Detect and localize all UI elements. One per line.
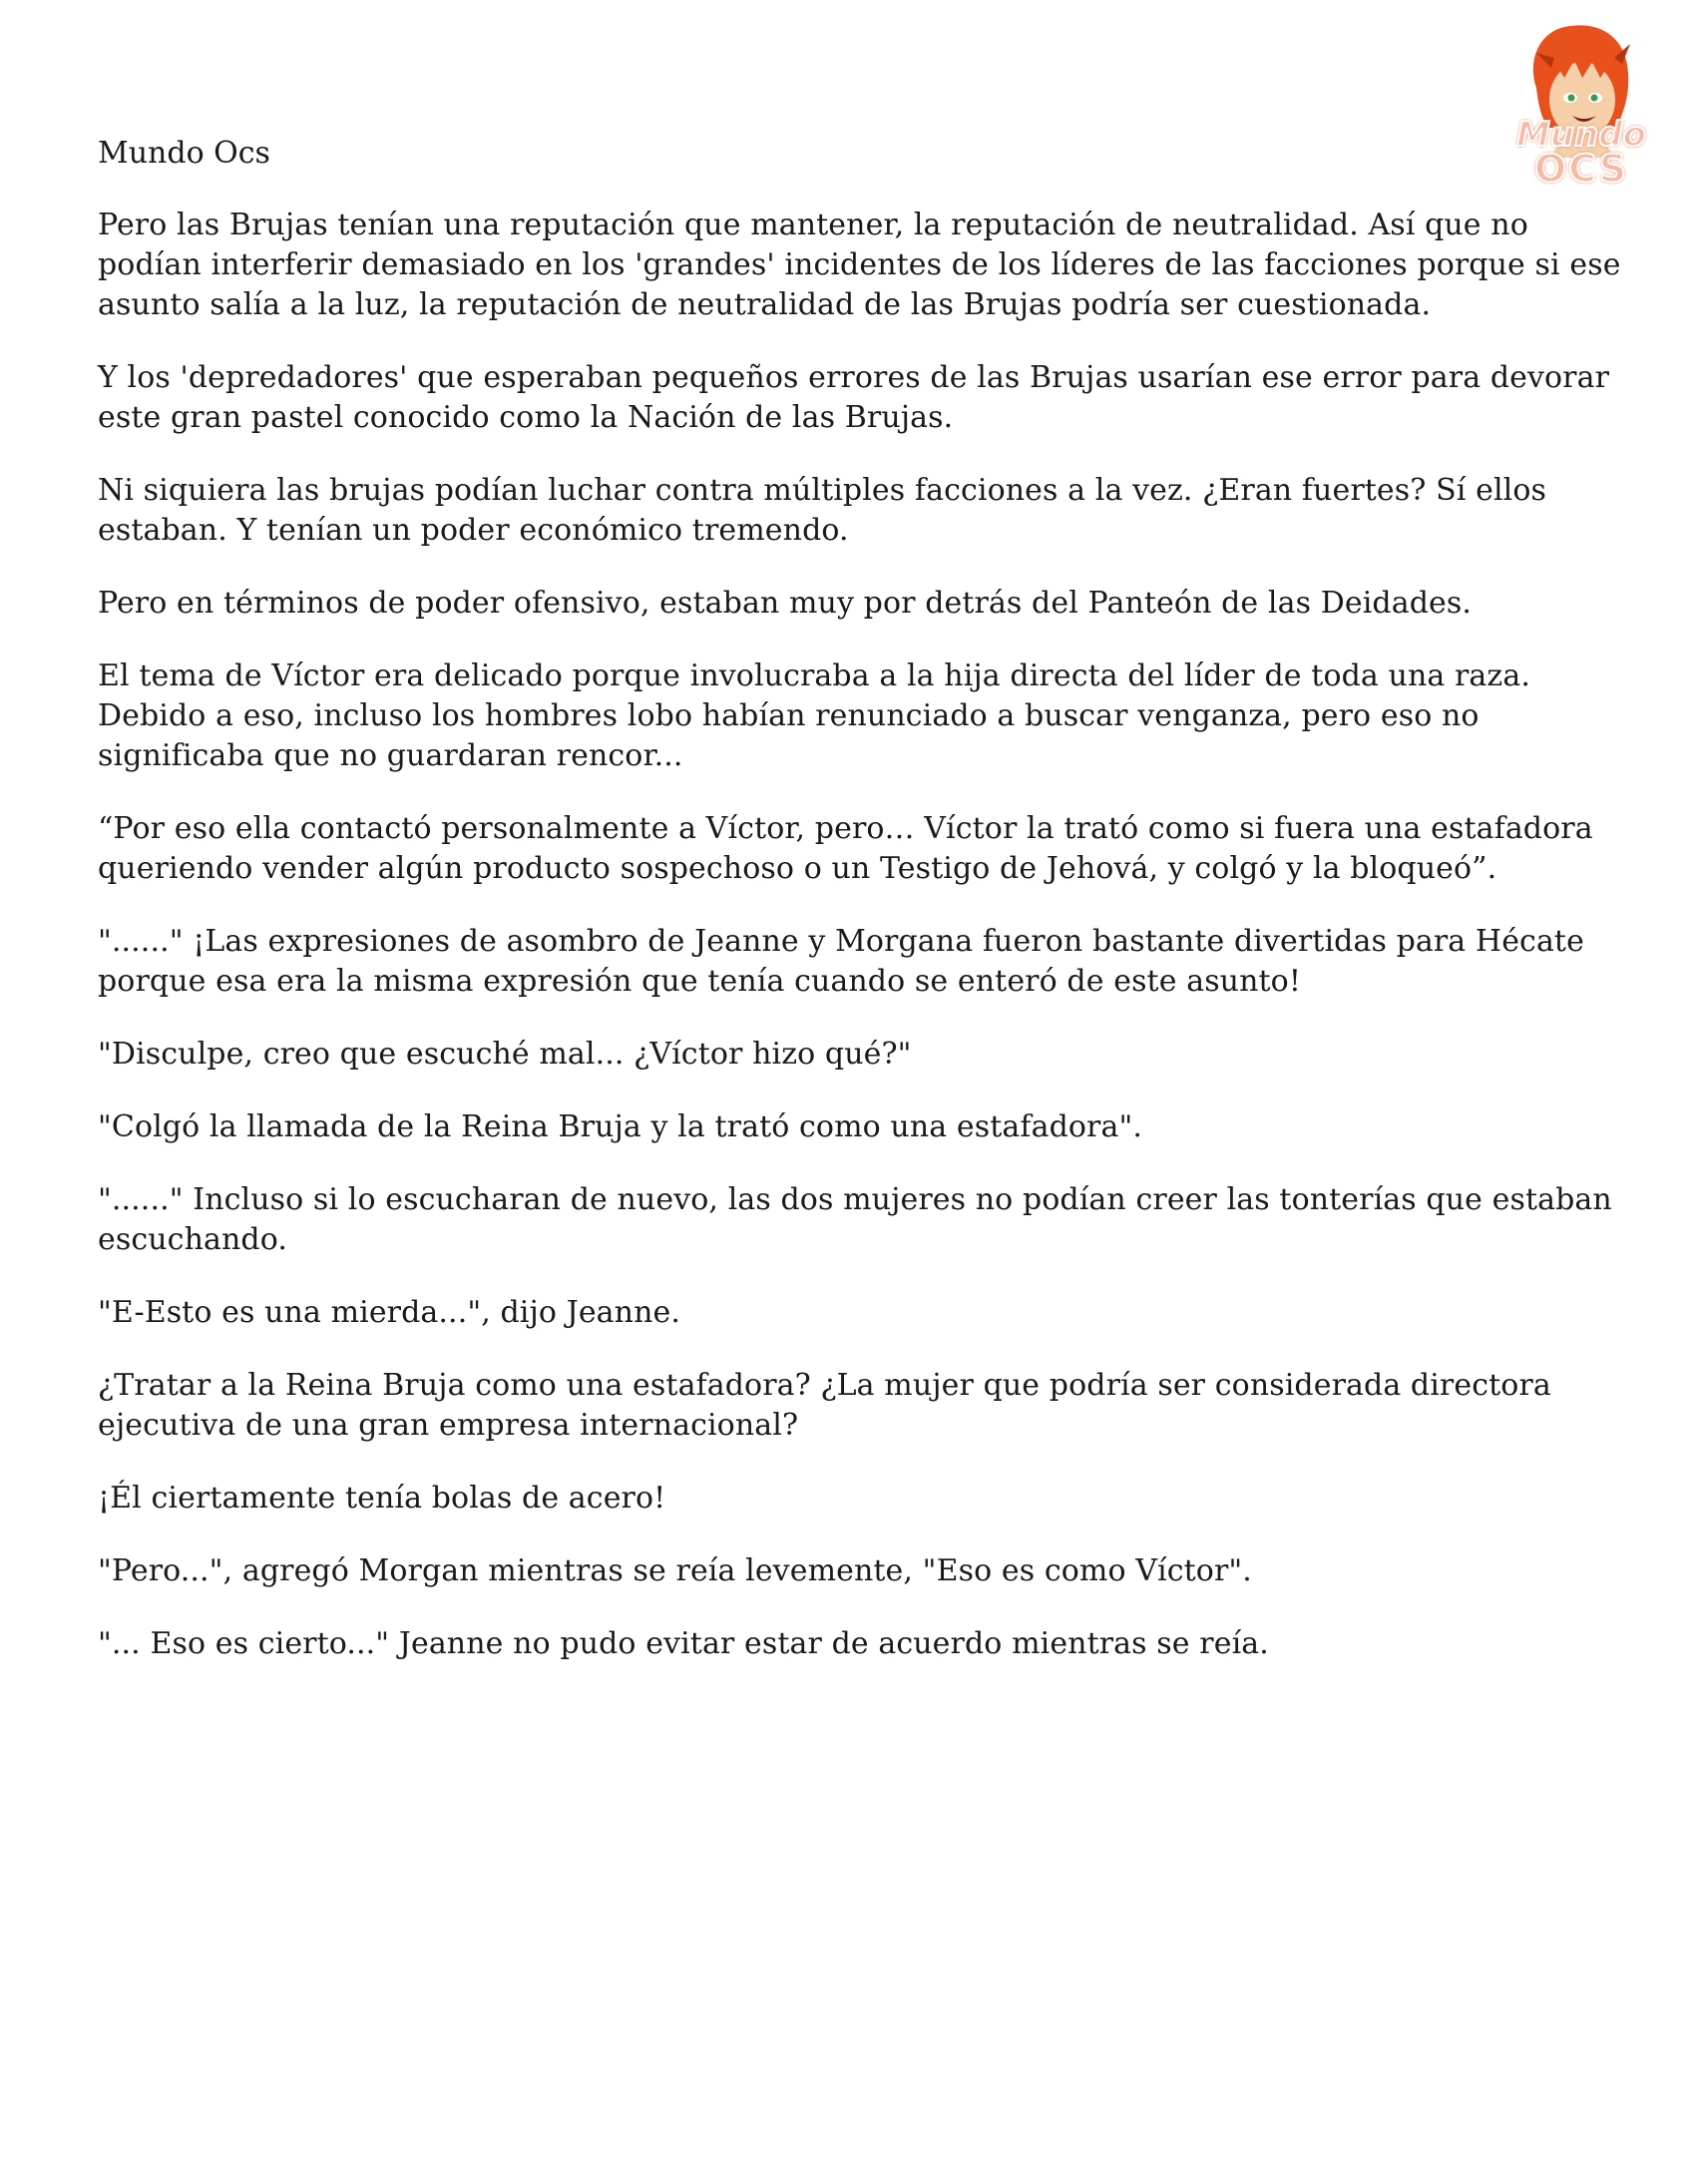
paragraph: Pero en términos de poder ofensivo, estaban muy por detrás del Panteón de las Deidades. (98, 586, 1473, 621)
logo-text-line2: OCS (1533, 147, 1629, 191)
paragraph: Ni siquiera las brujas podían luchar contra múltiples facciones a la vez. ¿Eran fuertes? Sí ellos estaban. Y tenían un poder económico tremendo. (98, 473, 1546, 548)
paragraph: "Pero...", agregó Morgan mientras se reía levemente, "Eso es como Víctor". (98, 1553, 1252, 1588)
mundo-ocs-logo (1496, 18, 1666, 191)
paragraph: "... Eso es cierto..." Jeanne no pudo evitar estar de acuerdo mientras se reía. (98, 1626, 1269, 1661)
document-body (98, 206, 1634, 1697)
paragraph: ¿Tratar a la Reina Bruja como una estafadora? ¿La mujer que podría ser considerada directora ejecutiva de una gran empresa internacional? (98, 1368, 1551, 1443)
paragraph: "......" ¡Las expresiones de asombro de Jeanne y Morgana fueron bastante divertidas para Hécate porque esa era la misma expresión que tenía cuando se enteró de este asunto! (98, 924, 1584, 999)
document-header: Mundo Ocs (98, 136, 270, 171)
paragraph: El tema de Víctor era delicado porque involucraba a la hija directa del líder de toda una raza. Debido a eso, incluso los hombres lobo habían renunciado a buscar venganza, pero eso no significaba que no guardaran rencor... (98, 658, 1530, 773)
paragraph: ¡Él ciertamente tenía bolas de acero! (98, 1481, 666, 1516)
paragraph: Pero las Brujas tenían una reputación que mantener, la reputación de neutralidad. Así que no podían interferir demasiado en los 'grandes' incidentes de los líderes de las facciones porque si ese asunto salía a la luz, la reputación de neutralidad de las Brujas podría ser cuestionada. (98, 208, 1621, 322)
paragraph: Y los 'depredadores' que esperaban pequeños errores de las Brujas usarían ese error para devorar este gran pastel conocido como la Nación de las Brujas. (98, 360, 1610, 435)
paragraph: "Disculpe, creo que escuché mal... ¿Víctor hizo qué?" (98, 1037, 912, 1072)
paragraph: "......" Incluso si lo escucharan de nuevo, las dos mujeres no podían creer las tonterías que estaban escuchando. (98, 1182, 1612, 1257)
paragraph: “Por eso ella contactó personalmente a Víctor, pero… Víctor la trató como si fuera una estafadora queriendo vender algún producto sospechoso o un Testigo de Jehová, y colgó y la bloqueó”. (98, 811, 1593, 886)
logo-text (1496, 115, 1666, 191)
paragraph: "Colgó la llamada de la Reina Bruja y la trató como una estafadora". (98, 1109, 1142, 1144)
paragraph: "E-Esto es una mierda...", dijo Jeanne. (98, 1295, 680, 1330)
logo-text-line1: Mundo (1516, 115, 1646, 155)
